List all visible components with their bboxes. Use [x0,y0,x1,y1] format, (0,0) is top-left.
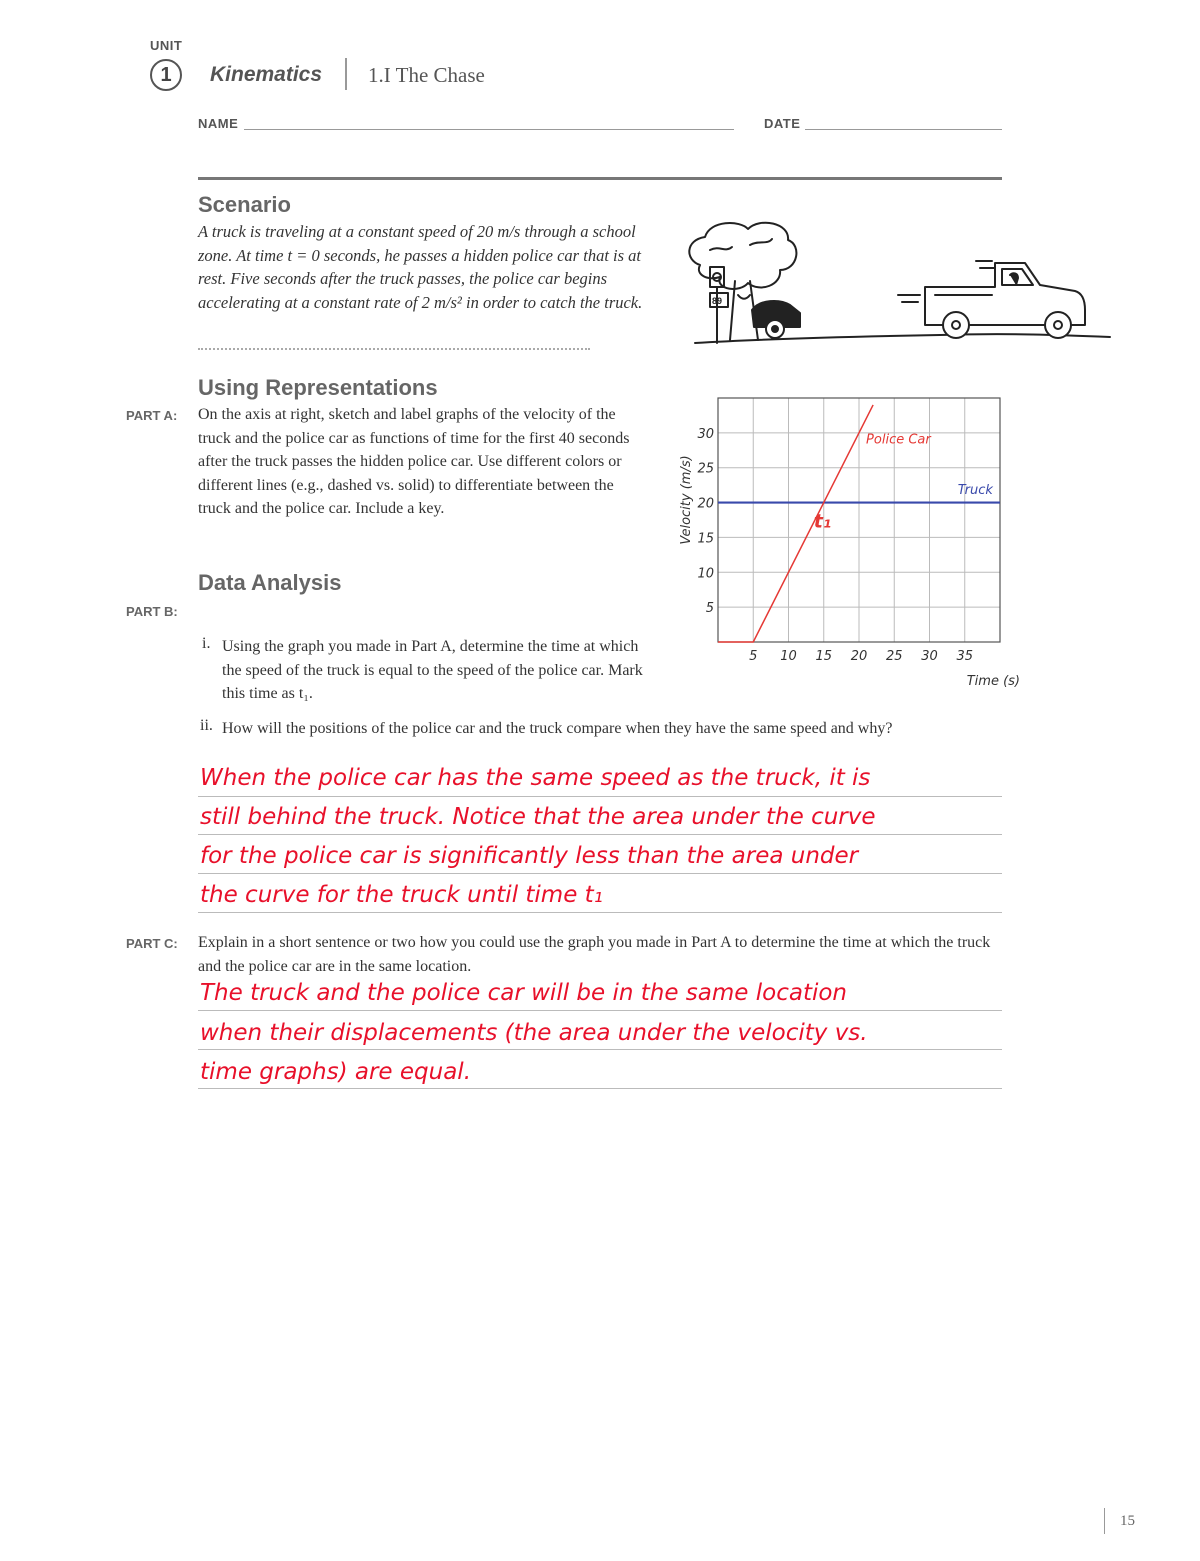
answer-ii-line: When the police car has the same speed as the truck, it is [200,765,871,791]
unit-label: UNIT [150,38,183,53]
lesson-title: 1.I The Chase [368,63,485,87]
answer-c-line: The truck and the police car will be in the same location [200,980,848,1006]
answer-rule [198,834,1002,835]
y-tick-label: 10 [697,566,714,582]
date-label: DATE [764,116,801,131]
scenario-text: A truck is traveling at a constant speed of 20 m/s through a school zone. At time t = 0 seconds, he passes a hidden police car that is at rest. Five seconds after the truck passes, the police car begins accelerating at a constant rate of 2 m/s² in order to catch the truck. [198,222,643,312]
series-line-police-car [718,405,873,642]
question-ii-text: How will the positions of the police car and the truck compare when they have the same speed and why? [222,720,893,737]
y-tick-label: 20 [697,496,714,512]
x-tick-label: 25 [885,649,903,664]
y-tick-label: 15 [697,531,714,547]
part-c-label: PART C: [126,936,178,951]
chart-ticks [697,427,973,664]
name-field[interactable] [244,129,734,130]
unit-number-badge: 1 [150,59,182,91]
x-tick-label: 15 [815,649,833,664]
answer-rule [198,796,1002,797]
part-a-text: On the axis at right, sketch and label graphs of the velocity of the truck and the police car as functions of time for the first 40 seconds after the truck passes the hidden police car. Use different colors or different lines (e.g., dashed vs. solid) to differentiate between the truck and the police car. Include a key. [198,406,630,517]
question-i-number: i. [202,635,211,652]
velocity-time-chart [668,378,1038,703]
question-ii-number: ii. [200,717,213,734]
data-analysis-heading: Data Analysis [198,570,342,595]
x-tick-label: 30 [921,649,938,664]
x-tick-label: 20 [850,649,868,664]
scenario-heading: Scenario [198,192,291,217]
answer-rule [198,1088,1002,1089]
header-rule [198,177,1002,180]
y-axis-label: Velocity (m/s) [679,455,694,545]
sign-number: 89 [712,296,723,306]
answer-rule [198,873,1002,874]
header-divider [345,58,347,90]
part-b-label: PART B: [126,604,178,619]
date-field[interactable] [805,129,1002,130]
part-a-label: PART A: [126,408,178,423]
truck-chase-illustration [680,215,1115,350]
y-tick-label: 25 [697,461,714,477]
scenario-divider [198,348,590,350]
chart-grid [718,398,1000,642]
answer-rule [198,1049,1002,1050]
y-tick-label: 30 [697,426,714,442]
x-axis-label: Time (s) [966,674,1020,689]
answer-ii-line: still behind the truck. Notice that the area under the curve [200,804,876,830]
tree-canopy [689,223,796,289]
name-label: NAME [198,116,239,131]
x-tick-label: 35 [956,649,974,664]
legend-label-police-car: Police Car [866,432,931,448]
using-representations-heading: Using Representations [198,375,438,400]
page-number: 15 [1120,1513,1135,1529]
answer-ii-line: the curve for the truck until time t₁ [200,882,603,908]
legend-label-truck: Truck [957,483,993,499]
question-i-text: Using the graph you made in Part A, determine the time at which the speed of the truck is equal to the speed of the police car. Mark this time as t₁. [222,638,643,702]
annotation-t1: t₁ [813,510,832,533]
answer-rule [198,912,1002,913]
y-tick-label: 5 [705,601,714,617]
answer-rule [198,1010,1002,1011]
x-tick-label: 5 [749,649,758,664]
part-c-text: Explain in a short sentence or two how you could use the graph you made in Part A to determine the time at which the truck and the police car are in the same location. [198,934,991,975]
answer-c-line: when their displacements (the area under the velocity vs. [200,1020,868,1046]
unit-title: Kinematics [210,63,323,86]
x-tick-label: 10 [780,649,797,664]
answer-c-line: time graphs) are equal. [200,1059,472,1085]
footer-divider [1104,1508,1105,1534]
answer-ii-line: for the police car is significantly less than the area under [200,843,859,869]
